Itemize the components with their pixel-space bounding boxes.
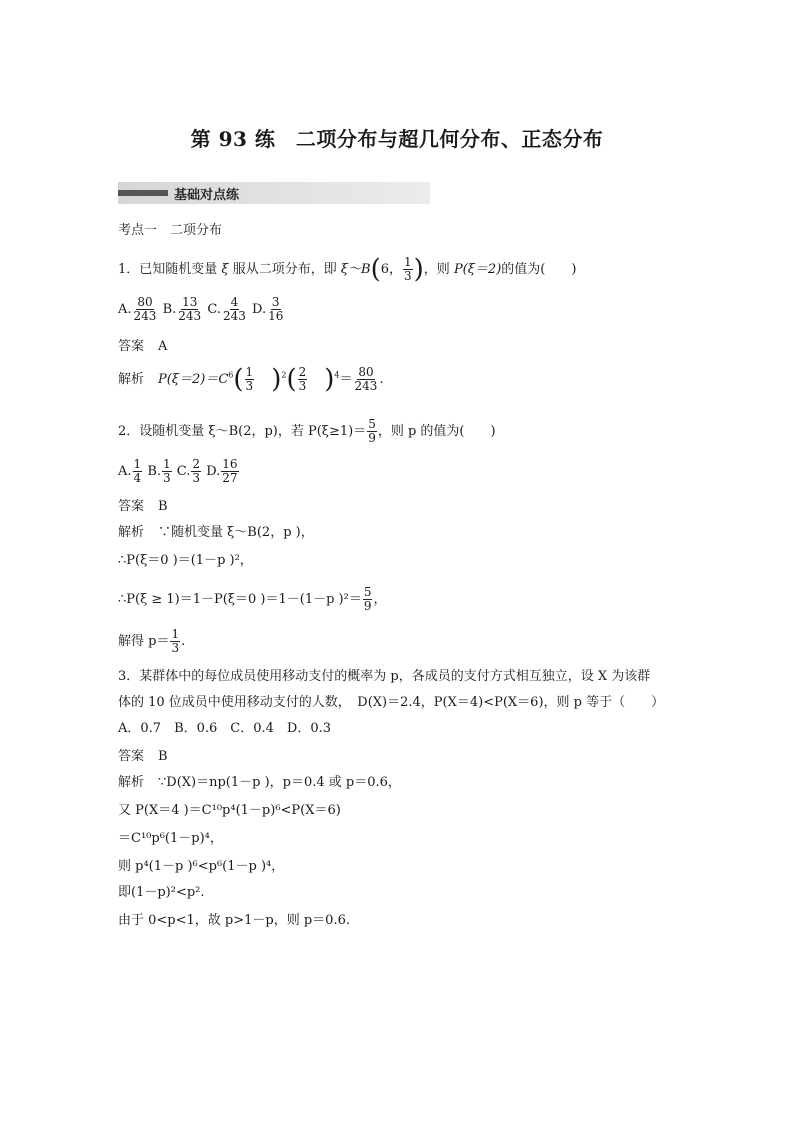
option-a[interactable]: A. $\frac{80}{243}$ xyxy=(118,295,157,323)
option-b[interactable]: B. $\frac{13}{243}$ xyxy=(162,295,202,323)
option-c[interactable]: C. $\frac{4}{243}$ xyxy=(207,295,246,323)
analysis-3-line-4: 则 p⁴(1－p )⁶<p⁶(1－p )⁴， xyxy=(118,859,285,874)
analysis-2-line-3: ∴P(ξ ≥ 1)＝1－P(ξ＝0 )＝1－(1－p )²＝ $\frac{5}{9}$ ， xyxy=(118,585,387,613)
analysis-3-line-6: 由于 0<p<1，故 p>1－p，则 p＝0.6. xyxy=(118,913,350,928)
answer-2: 答案 B xyxy=(118,499,168,514)
analysis-2-line-1: 解析 ∵随机变量 ξ～B(2，p )， xyxy=(118,525,314,540)
analysis-2-line-4: 解得 p＝ $\frac{1}{3}$ . xyxy=(118,627,186,655)
question-3-options: A．0.7 B．0.6 C．0.4 D．0.3 xyxy=(118,721,332,736)
answer-3: 答案 B xyxy=(118,749,168,764)
option-a[interactable]: A. $\frac{1}{4}$ xyxy=(118,457,142,485)
question-2-stem: 2．设随机变量 ξ～B(2，p)，若 P(ξ≥1)＝ $\frac{5}{9}$ ，则 p 的值为( ) xyxy=(118,417,496,445)
question-1-options xyxy=(118,296,285,323)
analysis-3-line-1: 解析 ∵D(X)＝np(1－p )，p＝0.4 或 p＝0.6， xyxy=(118,775,401,790)
topic-heading: 考点一 二项分布 xyxy=(118,223,223,238)
section-title: 基础对点练 xyxy=(174,188,240,203)
answer-1: 答案 A xyxy=(118,339,168,354)
question-3-stem-line-2: 体的 10 位成员中使用移动支付的人数， D(X)＝2.4，P(X＝4)<P(X＝6)，则 p 等于（ ） xyxy=(118,695,665,710)
option-d[interactable]: D. $\frac{3}{16}$ xyxy=(251,295,284,323)
option-c[interactable]: C. $\frac{2}{3}$ xyxy=(176,457,201,485)
analysis-3-line-3: ＝C¹⁰p⁶(1－p)⁴， xyxy=(118,831,223,846)
option-d[interactable]: D. $\frac{16}{27}$ xyxy=(206,457,238,485)
page-title: 第 93 练 二项分布与超几何分布、正态分布 xyxy=(190,127,604,151)
analysis-1: 解析 $P(\xi=2)=C^6$( $\frac{1}{3}$ )$^2$( $\frac{2}{3}$ )$^4$＝ $\frac{80}{243}$ . xyxy=(118,364,384,395)
section-bar-icon xyxy=(118,190,168,196)
analysis-3-line-2: 又 P(X＝4 )＝C¹⁰p⁴(1－p)⁶<P(X＝6) xyxy=(118,803,341,818)
question-3-stem-line-1: 3．某群体中的每位成员使用移动支付的概率为 p，各成员的支付方式相互独立，设 X 为该群 xyxy=(118,669,651,684)
option-b[interactable]: B. $\frac{1}{3}$ xyxy=(147,457,171,485)
analysis-3-line-5: 即(1－p)²<p². xyxy=(118,885,205,900)
question-1-stem: 1．已知随机变量 ξ 服从二项分布，即 ξ～B(6， $\frac{1}{3}$ )，则 P(ξ＝2)的值为( ) xyxy=(118,254,577,285)
analysis-2-line-2: ∴P(ξ＝0 )＝(1－p )²， xyxy=(118,553,253,568)
section-header xyxy=(118,182,430,204)
question-2-options xyxy=(118,458,240,485)
